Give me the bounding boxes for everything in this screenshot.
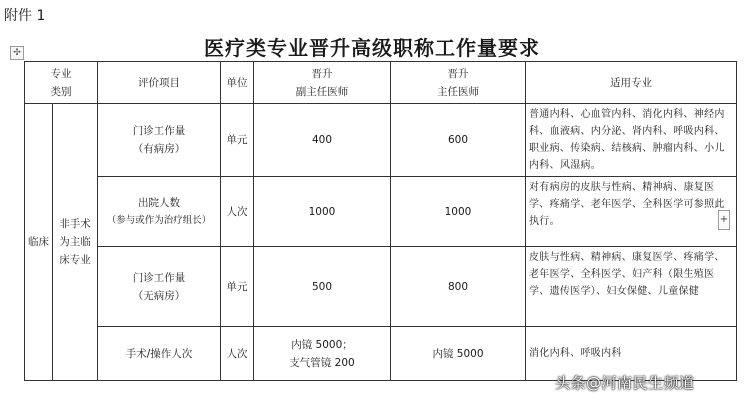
- deputy-value-cell: 400: [254, 104, 391, 177]
- unit-cell: 单元: [221, 247, 254, 327]
- specialty-cell: 对有病房的皮肤与性病、精神病、康复医学、疼痛学、老年医学、全科医学可参照此执行。: [526, 177, 737, 247]
- table-row: [25, 247, 737, 327]
- attachment-label: 附件 1: [4, 8, 46, 24]
- specialty-cell: 消化内科、呼吸内科: [526, 327, 737, 381]
- unit-cell: 人次: [221, 327, 254, 381]
- header-chief: 晋升 主任医师: [391, 62, 526, 104]
- deputy-value-cell: 内镜 5000； 支气管镜 200: [254, 327, 391, 381]
- table-row: [25, 177, 737, 247]
- add-column-icon[interactable]: +: [718, 210, 730, 230]
- header-deputy-chief: 晋升 副主任医师: [254, 62, 391, 104]
- unit-cell: 单元: [221, 104, 254, 177]
- item-cell: 手术/操作人次: [98, 327, 221, 381]
- deputy-value-cell: 500: [254, 247, 391, 327]
- chief-value-cell: 1000: [391, 177, 526, 247]
- document-title: 医疗类专业晋升高级职称工作量要求: [204, 36, 540, 60]
- specialty-cell: 皮肤与性病、精神病、康复医学、疼痛学、老年医学、全科医学、妇产科（限生殖医学、遗传医学）、妇女保健、儿童保健: [526, 247, 737, 327]
- chief-value-cell: 内镜 5000: [391, 327, 526, 381]
- chief-value-cell: 600: [391, 104, 526, 177]
- item-cell: 门诊工作量 （有病房）: [98, 104, 221, 177]
- table-header-row: [25, 62, 737, 104]
- watermark: 头条@河南民生频道: [555, 374, 695, 392]
- subcategory-cell: 非手术 为主临 床专业: [53, 104, 98, 381]
- header-unit: 单位: [221, 62, 254, 104]
- item-cell: 门诊工作量 （无病房）: [98, 247, 221, 327]
- header-category: 专业 类别: [25, 62, 98, 104]
- specialty-cell: 普通内科、心血管内科、消化内科、神经内科、血液病、内分泌、肾内科、呼吸内科、职业病、传染病、结核病、肿瘤内科、小儿内科、风湿病。: [526, 104, 737, 177]
- unit-cell: 人次: [221, 177, 254, 247]
- table-move-handle-icon[interactable]: ✣: [10, 46, 24, 60]
- deputy-value-cell: 1000: [254, 177, 391, 247]
- requirements-table: [24, 61, 737, 381]
- header-specialty: 适用专业: [526, 62, 737, 104]
- header-item: 评价项目: [98, 62, 221, 104]
- category-cell: 临床: [25, 104, 53, 381]
- chief-value-cell: 800: [391, 247, 526, 327]
- item-cell: 出院人数 （参与或作为治疗组长）: [98, 177, 221, 247]
- table-row: [25, 104, 737, 177]
